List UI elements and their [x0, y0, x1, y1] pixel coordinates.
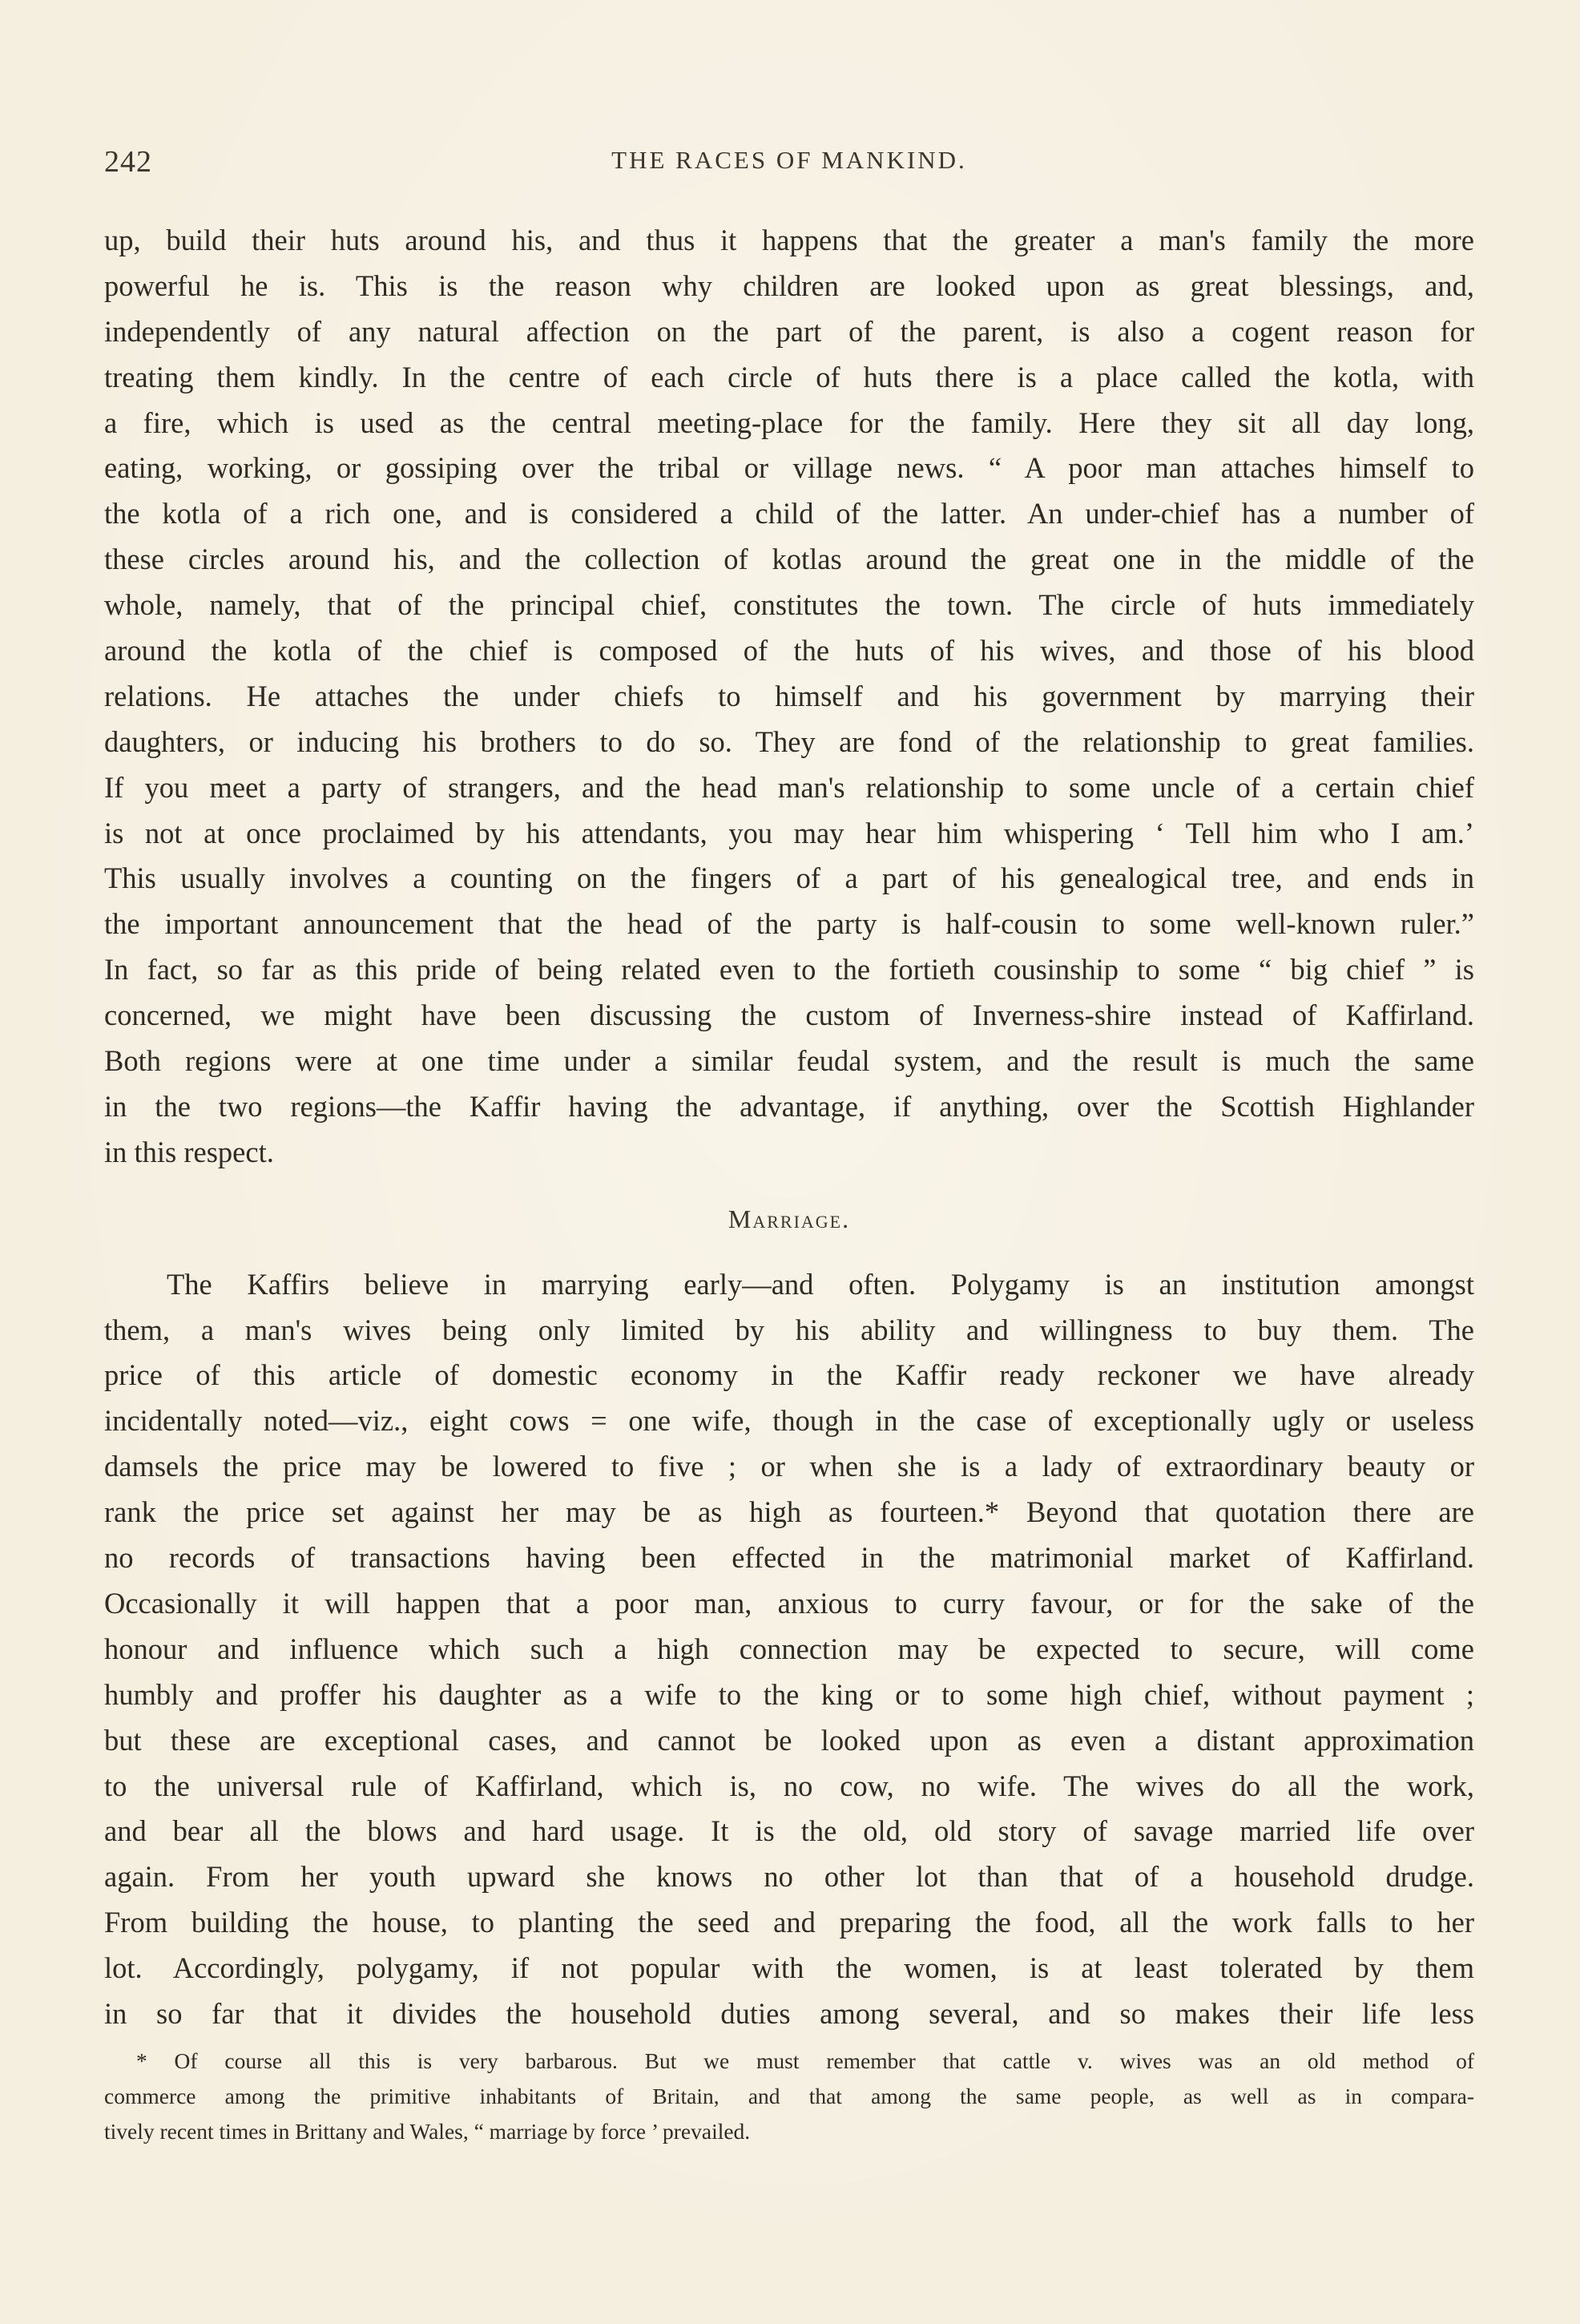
text-line: powerful he is. This is the reason why children are looked upon as great blessings, and, — [104, 268, 1474, 302]
text-line: This usually involves a counting on the fingers of a part of his genealogical tree, and ends in — [104, 861, 1474, 895]
text-line: whole, namely, that of the principal chief, constitutes the town. The circle of huts immediately — [104, 588, 1474, 622]
text-line: price of this article of domestic economy in the Kaffir ready reckoner we have already — [104, 1358, 1474, 1392]
text-line: treating them kindly. In the centre of each circle of huts there is a place called the kotla, with — [104, 360, 1474, 393]
text-line: The Kaffirs believe in marrying early—and often. Polygamy is an institution amongst — [167, 1267, 1474, 1301]
footnote — [104, 2044, 1474, 2149]
text-line: to the universal rule of Kaffirland, which is, no cow, no wife. The wives do all the work, — [104, 1769, 1474, 1802]
footnote-line: commerce among the primitive inhabitants of Britain, and that among the same people, as well as in compara- — [104, 2084, 1474, 2108]
text-line: again. From her youth upward she knows no other lot than that of a household drudge. — [104, 1860, 1474, 1894]
body-text — [104, 218, 1474, 2037]
section-heading-marriage: Marriage. — [728, 1204, 851, 1233]
text-line: and bear all the blows and hard usage. It is the old, old story of savage married life over — [104, 1814, 1474, 1848]
text-line: these circles around his, and the collection of kotlas around the great one in the middle of the — [104, 543, 1474, 576]
text-line: the kotla of a rich one, and is considered a child of the latter. An under-chief has a number of — [104, 497, 1474, 531]
text-line: humbly and proffer his daughter as a wife to the king or to some high chief, without payment ; — [104, 1677, 1474, 1711]
text-line: a fire, which is used as the central meeting-place for the family. Here they sit all day long, — [104, 405, 1474, 439]
text-line: lot. Accordingly, polygamy, if not popular with the women, is at least tolerated by them — [104, 1951, 1474, 1985]
page-number: 242 — [104, 145, 152, 179]
text-line: incidentally noted—viz., eight cows = one wife, though in the case of exceptionally ugly or useless — [104, 1404, 1474, 1438]
running-head — [104, 144, 1474, 184]
text-line: daughters, or inducing his brothers to do so. They are fond of the relationship to great families. — [104, 724, 1474, 758]
footnote-line: * Of course all this is very barbarous. But we must remember that cattle v. wives was an old method of — [136, 2048, 1474, 2073]
text-line: them, a man's wives being only limited by his ability and willingness to buy them. The — [104, 1313, 1474, 1346]
text-line: Both regions were at one time under a similar feudal system, and the result is much the same — [104, 1044, 1474, 1078]
text-line: In fact, so far as this pride of being related even to the fortieth cousinship to some “ big chief ” is — [104, 953, 1474, 986]
text-line: rank the price set against her may be as high as fourteen.* Beyond that quotation there are — [104, 1495, 1474, 1529]
paragraph-kotla — [104, 218, 1474, 1176]
text-line: Occasionally it will happen that a poor man, anxious to curry favour, or for the sake of the — [104, 1586, 1474, 1620]
text-line: honour and influence which such a high connection may be expected to secure, will come — [104, 1632, 1474, 1665]
text-line: From building the house, to planting the seed and preparing the food, all the work falls to her — [104, 1906, 1474, 1939]
text-line: around the kotla of the chief is composed of the huts of his wives, and those of his blood — [104, 634, 1474, 668]
text-line: in so far that it divides the household duties among several, and so makes their life less — [104, 1996, 1474, 2030]
text-line: but these are exceptional cases, and cannot be looked upon as even a distant approximation — [104, 1723, 1474, 1757]
text-line: eating, working, or gossiping over the tribal or village news. “ A poor man attaches himself to — [104, 451, 1474, 485]
text-line: in the two regions—the Kaffir having the advantage, if anything, over the Scottish Highlander — [104, 1089, 1474, 1123]
running-title: THE RACES OF MANKIND. — [611, 146, 967, 174]
text-line: concerned, we might have been discussing the custom of Inverness-shire instead of Kaffirland. — [104, 999, 1474, 1032]
text-line: is not at once proclaimed by his attendants, you may hear him whispering ‘ Tell him who I am.’ — [104, 816, 1474, 849]
text-line: the important announcement that the head of the party is half-cousin to some well-known ruler.” — [104, 907, 1474, 941]
text-line: in this respect. — [104, 1135, 274, 1168]
paragraph-marriage — [104, 1262, 1474, 2037]
text-line: damsels the price may be lowered to five ; or when she is a lady of extraordinary beauty or — [104, 1450, 1474, 1483]
text-line: If you meet a party of strangers, and the head man's relationship to some uncle of a certain chief — [104, 770, 1474, 804]
text-line: independently of any natural affection on the part of the parent, is also a cogent reason for — [104, 314, 1474, 348]
footnote-line: tively recent times in Brittany and Wales, “ marriage by force ’ prevailed. — [104, 2119, 751, 2144]
text-line: relations. He attaches the under chiefs to himself and his government by marrying their — [104, 679, 1474, 712]
text-line: up, build their huts around his, and thus it happens that the greater a man's family the more — [104, 224, 1474, 256]
text-line: no records of transactions having been effected in the matrimonial market of Kaffirland. — [104, 1541, 1474, 1575]
